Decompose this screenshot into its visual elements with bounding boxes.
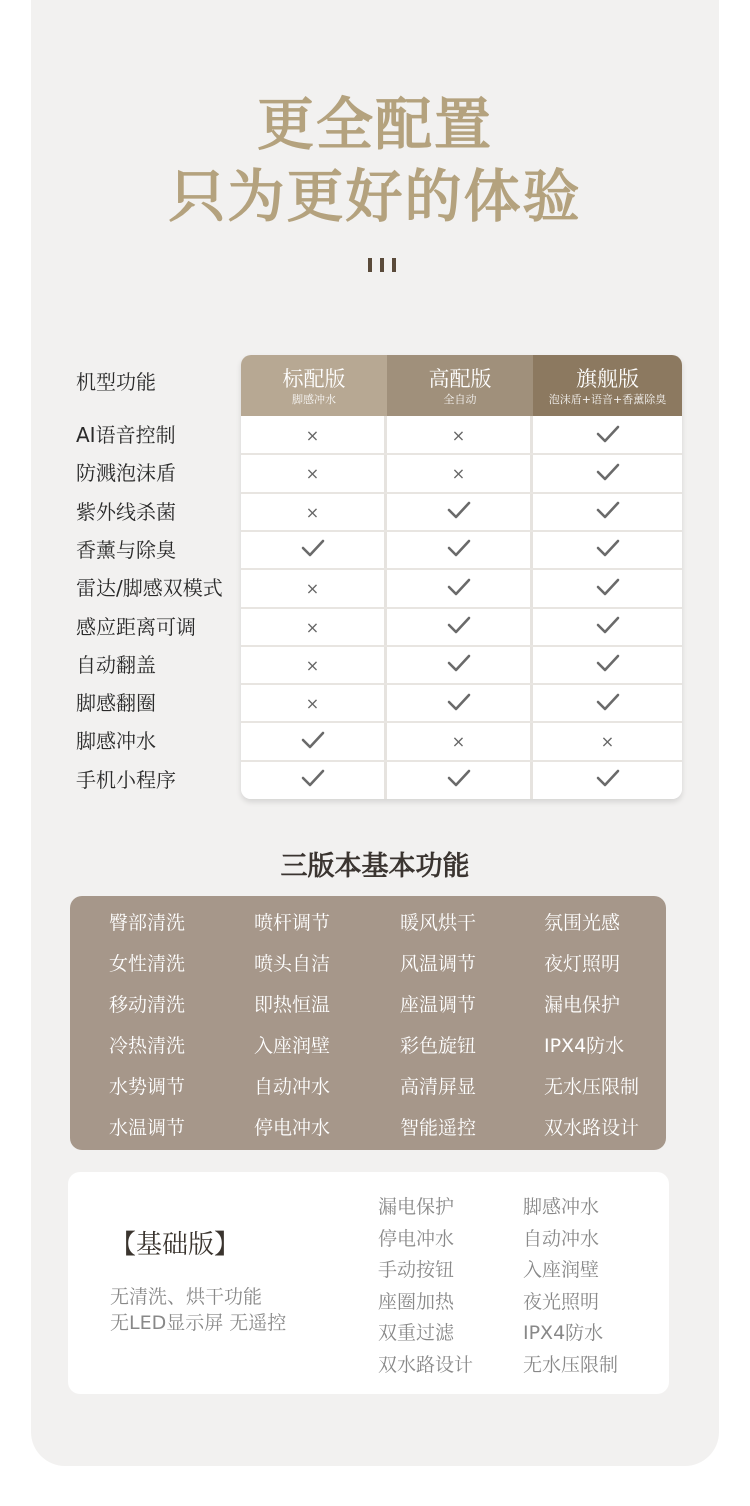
table-row-label: AI语音控制: [76, 423, 176, 447]
table-cell: [533, 723, 682, 760]
table-cell: [387, 570, 530, 607]
feature-item: 座温调节: [400, 994, 477, 1016]
hero-title-line2: 只为更好的体验: [168, 164, 582, 230]
cross-icon: ×: [600, 732, 615, 752]
table-cell: [241, 570, 384, 607]
column-name: 旗舰版: [576, 367, 639, 391]
feature-item: 入座润壁: [254, 1035, 331, 1057]
basic-feature-item: 脚感冲水: [523, 1196, 600, 1218]
cross-icon: ×: [305, 617, 320, 637]
feature-item: 停电冲水: [254, 1117, 331, 1139]
feature-item: 夜灯照明: [544, 953, 621, 975]
basic-feature-item: 夜光照明: [523, 1290, 600, 1313]
table-cell: [533, 609, 682, 646]
table-cell: [241, 532, 384, 569]
feature-item: 喷杆调节: [254, 912, 331, 934]
table-cell: [533, 685, 682, 722]
basic-feature-item: 双重过滤: [378, 1322, 455, 1344]
decorative-tick-marks: [368, 258, 398, 274]
table-cell: [533, 417, 682, 454]
table-cell: [533, 455, 682, 492]
feature-item: 智能遥控: [400, 1117, 477, 1139]
feature-item: 彩色旋钮: [400, 1035, 477, 1057]
table-cell: [533, 494, 682, 531]
cross-icon: ×: [305, 502, 320, 522]
table-cell: [241, 762, 384, 799]
check-icon: [446, 692, 472, 716]
cross-icon: ×: [451, 464, 466, 484]
table-column-header: [241, 355, 387, 416]
table-row-label: 脚感翻圈: [76, 691, 156, 716]
table-row-header: 机型功能: [76, 370, 156, 394]
feature-item: 氛围光感: [544, 912, 621, 934]
table-cell: [241, 685, 384, 722]
table-row-label: 脚感冲水: [76, 729, 156, 754]
check-icon: [446, 653, 472, 677]
check-icon: [446, 538, 472, 562]
table-cell: [387, 609, 530, 646]
basic-feature-item: 座圈加热: [378, 1290, 455, 1313]
feature-item: 双水路设计: [544, 1117, 640, 1139]
features-grid: [70, 896, 666, 1150]
check-icon: [595, 692, 621, 716]
check-icon: [595, 424, 621, 448]
basic-feature-item: 双水路设计: [378, 1353, 474, 1376]
table-row-label: 雷达/脚感双模式: [76, 576, 223, 601]
check-icon: [595, 462, 621, 486]
feature-item: 风温调节: [400, 953, 477, 975]
table-cell: [533, 762, 682, 799]
feature-item: 水势调节: [109, 1076, 186, 1098]
hero-title-line1: 更全配置: [257, 92, 493, 158]
column-subtitle: 全自动: [443, 393, 477, 406]
table-row-label: 感应距离可调: [76, 614, 196, 639]
check-icon: [595, 538, 621, 562]
table-column-header: [533, 355, 682, 416]
feature-item: 漏电保护: [544, 994, 621, 1016]
table-cell: [387, 647, 530, 684]
table-row-label: 自动翻盖: [76, 652, 156, 677]
column-subtitle: 脚感冲水: [292, 393, 336, 406]
feature-item: 无水压限制: [544, 1076, 640, 1098]
cross-icon: ×: [305, 655, 320, 675]
table-cell: [387, 762, 530, 799]
feature-item: 即热恒温: [254, 994, 331, 1016]
basic-feature-item: 漏电保护: [378, 1196, 455, 1218]
check-icon: [300, 730, 326, 754]
check-icon: [595, 768, 621, 792]
table-cell: [387, 532, 530, 569]
features-title: 三版本基本功能: [280, 851, 470, 882]
feature-item: 喷头自洁: [254, 953, 331, 975]
basic-version-title: 【基础版】: [110, 1230, 241, 1260]
feature-item: 臀部清洗: [109, 912, 186, 934]
table-row-label: 防溅泡沫盾: [76, 461, 176, 486]
basic-feature-item: 停电冲水: [378, 1227, 455, 1250]
feature-item: IPX4防水: [544, 1035, 625, 1057]
table-cell: [387, 417, 530, 454]
check-icon: [446, 577, 472, 601]
check-icon: [446, 768, 472, 792]
basic-version-desc-2: 无LED显示屏 无遥控: [110, 1312, 287, 1334]
basic-feature-item: 无水压限制: [523, 1353, 619, 1376]
table-row-label: 紫外线杀菌: [76, 499, 176, 524]
feature-item: 自动冲水: [254, 1076, 331, 1098]
basic-feature-item: 手动按钮: [378, 1259, 455, 1281]
feature-item: 高清屏显: [400, 1076, 477, 1098]
table-cell: [387, 494, 530, 531]
table-row-label: 香薰与除臭: [76, 537, 176, 562]
feature-item: 女性清洗: [109, 953, 186, 975]
table-cell: [533, 570, 682, 607]
table-cell: [241, 723, 384, 760]
check-icon: [595, 615, 621, 639]
table-row-label: 手机小程序: [76, 767, 176, 792]
table-cell: [533, 647, 682, 684]
table-column-header: [387, 355, 533, 416]
check-icon: [300, 768, 326, 792]
feature-item: 暖风烘干: [400, 912, 477, 934]
feature-item: 冷热清洗: [109, 1035, 186, 1057]
table-cell: [387, 455, 530, 492]
cross-icon: ×: [305, 694, 320, 714]
feature-item: 移动清洗: [109, 994, 186, 1016]
check-icon: [446, 500, 472, 524]
column-name: 高配版: [428, 367, 492, 391]
column-name: 标配版: [282, 367, 346, 391]
table-cell: [241, 455, 384, 492]
check-icon: [595, 653, 621, 677]
table-cell: [241, 609, 384, 646]
comparison-table: [241, 355, 682, 799]
check-icon: [595, 500, 621, 524]
basic-feature-item: IPX4防水: [523, 1322, 604, 1344]
table-cell: [241, 494, 384, 531]
table-cell: [387, 723, 530, 760]
table-cell: [241, 417, 384, 454]
table-cell: [241, 647, 384, 684]
cross-icon: ×: [305, 426, 320, 445]
cross-icon: ×: [305, 464, 320, 484]
feature-item: 水温调节: [109, 1117, 186, 1139]
table-cell: [533, 532, 682, 569]
check-icon: [595, 577, 621, 601]
check-icon: [300, 538, 326, 562]
check-icon: [446, 615, 472, 639]
basic-feature-item: 自动冲水: [523, 1227, 600, 1250]
cross-icon: ×: [451, 732, 466, 752]
cross-icon: ×: [305, 579, 320, 599]
column-subtitle: 泡沫盾+语音+香薰除臭: [548, 393, 667, 406]
basic-feature-item: 入座润壁: [523, 1259, 600, 1281]
basic-version-desc-1: 无清洗、烘干功能: [110, 1286, 263, 1308]
cross-icon: ×: [451, 426, 466, 445]
table-cell: [387, 685, 530, 722]
